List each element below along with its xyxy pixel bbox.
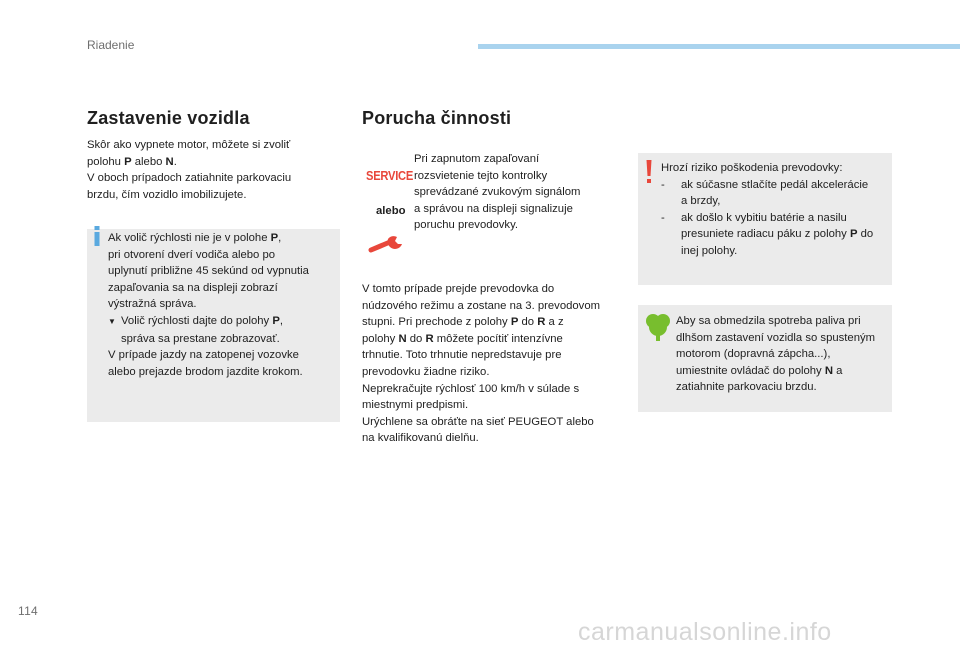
text-line: poruchu prevodovky. (414, 219, 519, 232)
text-line: pri otvorení dverí vodiča alebo po (108, 248, 276, 261)
text-line: na kvalifikovanú dielňu. (362, 432, 479, 445)
text-line: dlhšom zastavení vozidla so spusteným (676, 331, 876, 344)
text-line: Skôr ako vypnete motor, môžete si zvoliť (87, 139, 291, 151)
text-line: polohy N do R môžete pocítiť intenzívne (362, 332, 563, 345)
text-line: inej polohy. (681, 244, 738, 257)
leaf-icon (645, 313, 671, 341)
paragraph-zastavenie (87, 137, 291, 203)
section-title: Riadenie (87, 38, 135, 52)
text-line: správa sa prestane zobrazovať. (121, 332, 280, 345)
text-line: alebo prejazde brodom jazdite krokom. (108, 365, 303, 378)
text-line: stupni. Pri prechode z polohy P do R a z (362, 316, 564, 329)
text-line: - ak súčasne stlačíte pedál akcelerácie (661, 178, 869, 191)
text-line: V tomto prípade prejde prevodovka do (362, 283, 555, 295)
paragraph-porucha (362, 281, 600, 447)
text-line: miestnymi predpismi. (362, 399, 469, 412)
text-line: výstražná správa. (108, 298, 197, 311)
text-line: zapaľovania sa na displeji zobrazí (108, 281, 278, 294)
text-line: uplynutí približne 45 sekúnd od vypnutia (108, 265, 309, 278)
text-line: ▼ Volič rýchlosti dajte do polohy P, (108, 313, 309, 331)
text-line: rozsvietenie tejto kontrolky (414, 169, 548, 182)
eco-box-text (676, 313, 875, 396)
text-line: a správou na displeji signalizuje (414, 202, 573, 215)
text-line: Hrozí riziko poškodenia prevodovky: (661, 162, 843, 174)
text-line: motorom (dopravná zápcha...), (676, 348, 831, 361)
text-line: Neprekračujte rýchlosť 100 km/h v súlade s (362, 382, 580, 395)
text-line: V oboch prípadoch zatiahnite parkovaciu (87, 172, 292, 185)
watermark: carmanualsonline.info (578, 618, 832, 646)
page-number: 114 (18, 604, 39, 618)
text-line: umiestnite ovládač do polohy N a (676, 364, 843, 377)
wrench-icon (368, 234, 408, 254)
text-line: trhnutie. Toto trhnutie nepredstavuje pre (362, 349, 562, 362)
text-line: presuniete radiacu páku z polohy P do (681, 228, 874, 241)
exclamation-icon (644, 160, 654, 184)
warning-box-text (661, 160, 873, 260)
service-light-text (414, 151, 580, 234)
text-line: Aby sa obmedzila spotreba paliva pri (676, 315, 861, 327)
text-line: núdzového režimu a zostane na 3. prevodovom (362, 299, 601, 312)
text-line: - ak došlo k vybitiu batérie a nasilu (661, 211, 847, 224)
text-line: Pri zapnutom zapaľovaní (414, 153, 540, 165)
text-line: zatiahnite parkovaciu brzdu. (676, 381, 817, 394)
text-line: V prípade jazdy na zatopenej vozovke (108, 349, 299, 362)
text-line: Urýchlene sa obráťte na sieť PEUGEOT alebo (362, 415, 594, 428)
text-line: a brzdy, (681, 195, 721, 208)
info-box-text (108, 230, 309, 380)
heading-zastavenie: Zastavenie vozidla (87, 108, 250, 128)
alebo-label: alebo (376, 205, 406, 217)
text-line: Ak volič rýchlosti nie je v polohe P, (108, 232, 282, 244)
text-line: prevodovku žiadne riziko. (362, 365, 490, 378)
text-line: brzdu, čím vozidlo imobilizujete. (87, 188, 247, 201)
text-line: sprevádzané zvukovým signálom (414, 186, 581, 199)
bullet-icon: ▼ (108, 316, 116, 326)
header-accent-bar (478, 44, 960, 49)
service-warning-light: SERVICE (366, 168, 414, 183)
heading-porucha: Porucha činnosti (362, 108, 512, 128)
info-icon (92, 226, 102, 246)
text-line: polohu P alebo N. (87, 155, 177, 168)
